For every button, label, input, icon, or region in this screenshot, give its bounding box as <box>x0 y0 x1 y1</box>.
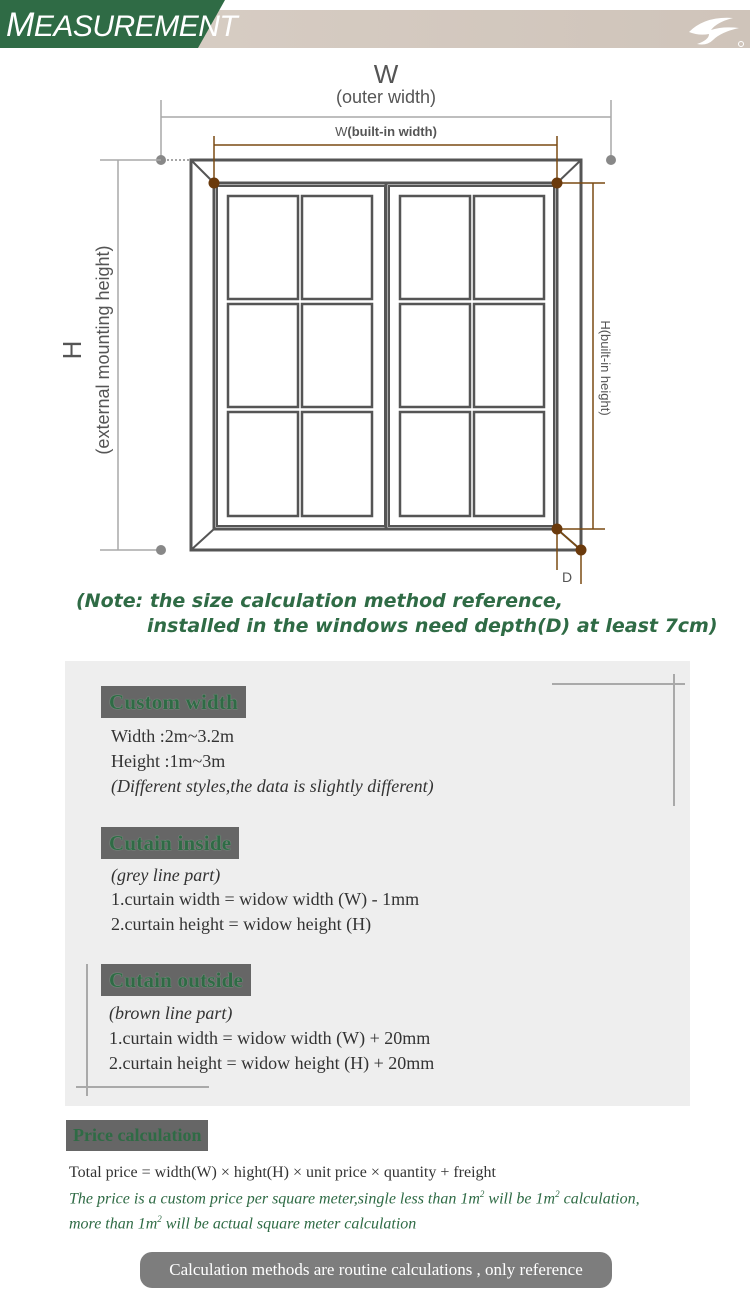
price-note-text: more than 1m <box>69 1215 158 1233</box>
decorative-line <box>76 1086 209 1088</box>
curtain-inside-width-rule: 1.curtain width = widow width (W) - 1mm <box>111 889 420 909</box>
curtain-outside-width-rule: 1.curtain width = widow width (W) + 20mm <box>109 1028 431 1048</box>
builtin-width-prefix: W <box>335 124 348 139</box>
price-calculation-title: Price calculation <box>66 1120 208 1151</box>
right-sash <box>389 186 554 526</box>
decorative-line <box>552 683 685 685</box>
builtin-height-label: H(built-in height) <box>598 320 613 416</box>
left-panes <box>228 196 372 516</box>
page-title <box>6 4 237 46</box>
note-line-2: installed in the windows need depth(D) at least 7cm) <box>147 615 718 637</box>
decorative-line <box>86 964 88 1096</box>
builtin-corner-dot <box>209 178 220 189</box>
price-note-superscript: 2 <box>157 1214 162 1224</box>
price-note-superscript: 2 <box>555 1189 560 1199</box>
outer-height-dot <box>156 545 166 555</box>
price-note-text: calculation, <box>559 1190 640 1208</box>
right-panes <box>400 196 544 516</box>
depth-label: D <box>561 569 573 585</box>
page-title-initial: M <box>6 6 34 44</box>
price-note-text: will be 1m <box>484 1190 556 1208</box>
custom-height-value: Height :1m~3m <box>111 751 226 771</box>
curtain-outside-title: Cutain outside <box>101 964 251 996</box>
outer-width-dot <box>606 155 616 165</box>
price-note-line-1 <box>69 1189 640 1208</box>
custom-width-value: Width :2m~3.2m <box>111 726 235 746</box>
curtain-inside-subtitle: (grey line part) <box>111 865 221 885</box>
decorative-line <box>673 674 675 806</box>
page-title-rest: EASUREMENT <box>33 10 238 43</box>
price-note-line-2 <box>69 1214 416 1233</box>
builtin-width-text: (built-in width) <box>347 124 437 139</box>
frame-corner <box>191 529 214 550</box>
curtain-outside-height-rule: 2.curtain height = widow height (H) + 20mm <box>109 1053 435 1073</box>
outer-height-label: (external mounting height) <box>93 245 113 455</box>
price-formula: Total price = width(W) × hight(H) × unit price × quantity + freight <box>69 1164 496 1181</box>
custom-width-title: Custom width <box>101 686 246 718</box>
outer-width-symbol: W <box>373 59 399 89</box>
reference-disclaimer: Calculation methods are routine calculations , only reference <box>140 1252 612 1288</box>
outer-height-symbol: H <box>57 340 87 360</box>
price-note-text: The price is a custom price per square meter,single less than 1m <box>69 1190 480 1208</box>
curtain-inside-height-rule: 2.curtain height = widow height (H) <box>111 914 372 934</box>
price-note-text: will be actual square meter calculation <box>161 1215 417 1233</box>
depth-corner-dot <box>576 545 587 556</box>
price-note-superscript: 2 <box>479 1189 485 1199</box>
curtain-outside-subtitle: (brown line part) <box>109 1003 233 1023</box>
brand-logo-icon <box>683 10 747 50</box>
custom-width-note: (Different styles,the data is slightly different) <box>111 776 434 796</box>
builtin-width-label <box>335 124 437 139</box>
builtin-corner-dot <box>552 524 563 535</box>
note-line-1: (Note: the size calculation method reference, <box>76 590 563 612</box>
builtin-corner-dot <box>552 178 563 189</box>
curtain-inside-title: Cutain inside <box>101 827 239 859</box>
window-measurement-diagram <box>0 50 750 590</box>
outer-width-label: (outer width) <box>335 87 437 107</box>
